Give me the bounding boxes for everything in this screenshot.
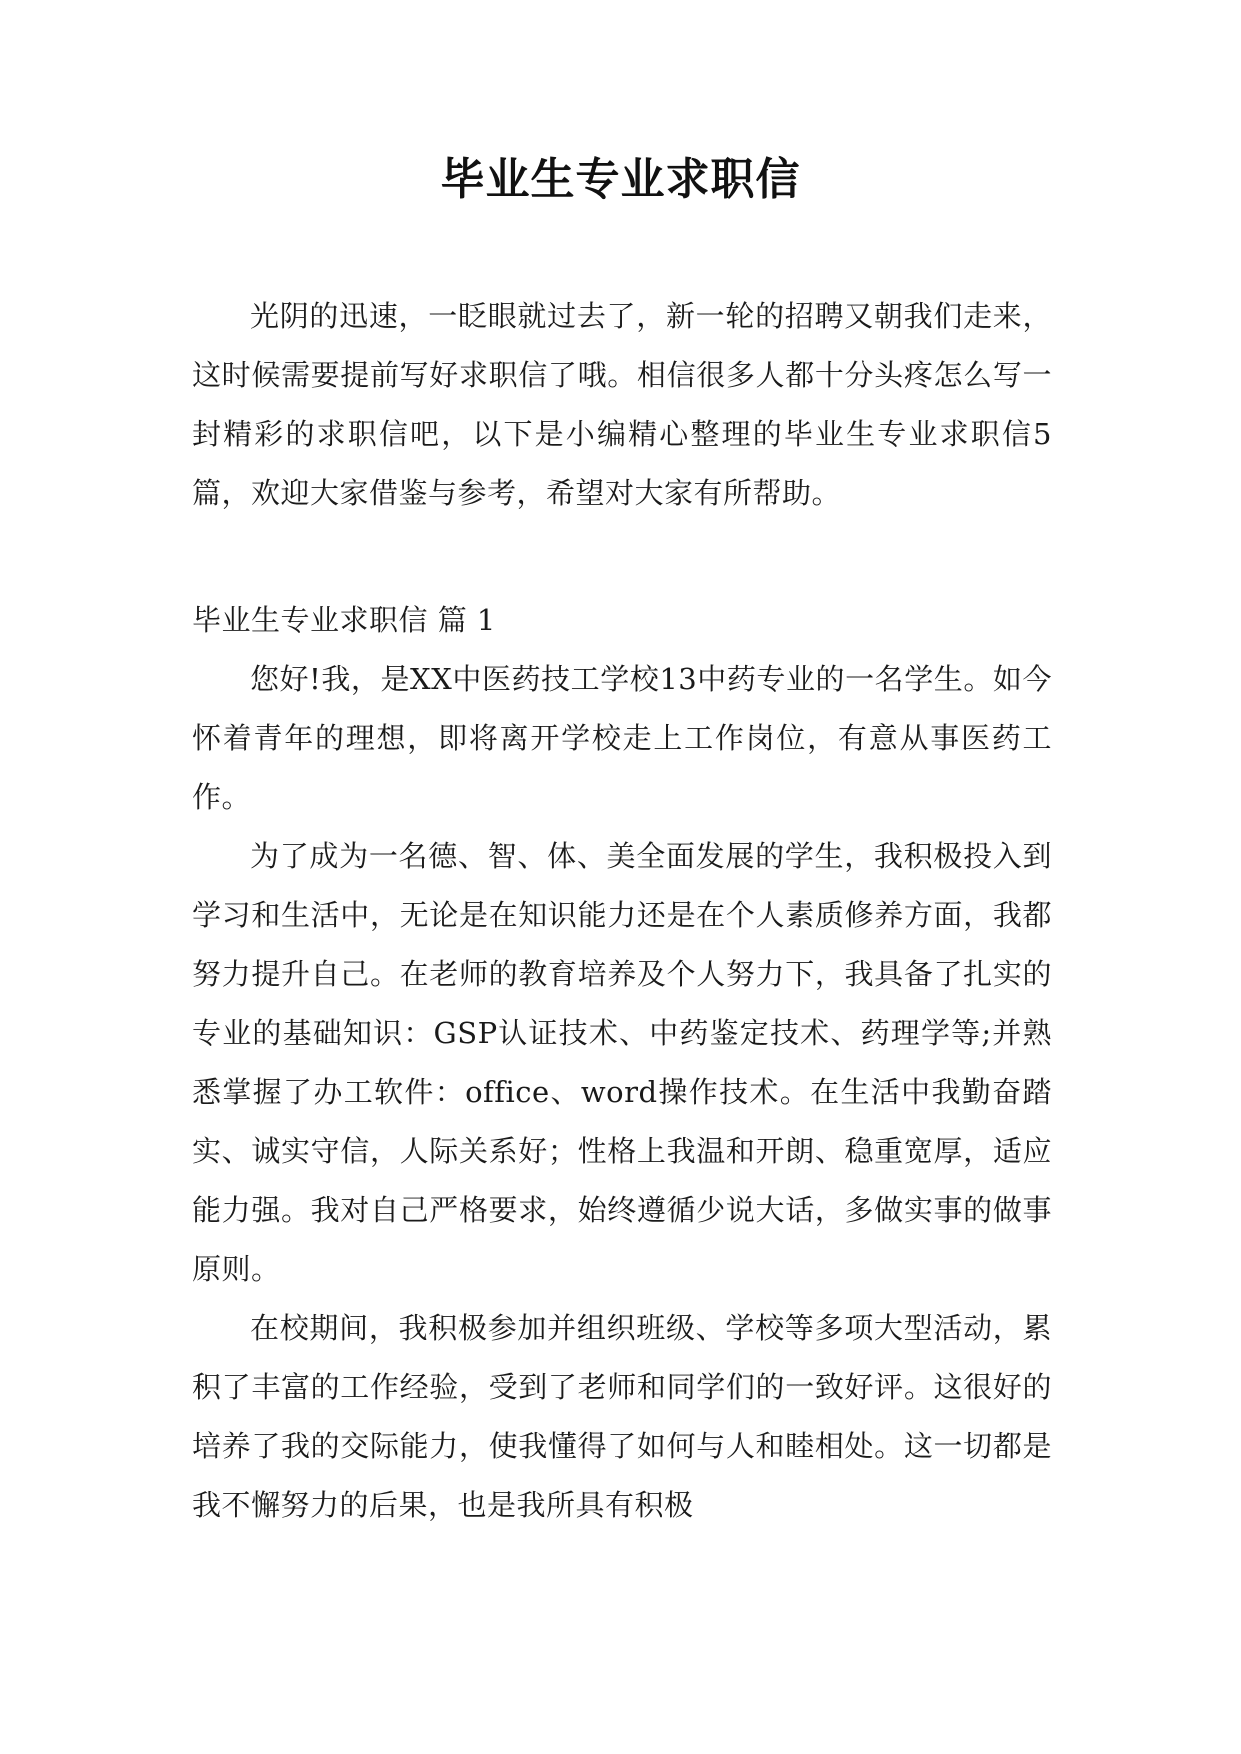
intro-paragraph: 光阴的迅速，一眨眼就过去了，新一轮的招聘又朝我们走来，这时候需要提前写好求职信了哦。相信很多人都十分头疼怎么写一封精彩的求职信吧，以下是小编精心整理的毕业生专业求职信5篇，欢迎大家借鉴与参考，希望对大家有所帮助。 <box>192 299 1052 510</box>
body-paragraph-3: 在校期间，我积极参加并组织班级、学校等多项大型活动，累积了丰富的工作经验，受到了老师和同学们的一致好评。这很好的培养了我的交际能力，使我懂得了如何与人和睦相处。这一切都是我不懈努力的后果，也是我所具有积极 <box>192 1311 1052 1522</box>
body-paragraph-1: 您好!我，是XX中医药技工学校13中药专业的一名学生。如今怀着青年的理想，即将离开学校走上工作岗位，有意从事医药工作。 <box>192 662 1052 814</box>
letter-section-1 <box>192 591 1052 1535</box>
body-paragraph-2: 为了成为一名德、智、体、美全面发展的学生，我积极投入到学习和生活中，无论是在知识能力还是在个人素质修养方面，我都努力提升自己。在老师的教育培养及个人努力下，我具备了扎实的专业的基础知识：GSP认证技术、中药鉴定技术、药理学等;并熟悉掌握了办工软件：office、word操作技术。在生活中我勤奋踏实、诚实守信，人际关系好；性格上我温和开朗、稳重宽厚，适应能力强。我对自己严格要求，始终遵循少说大话，多做实事的做事原则。 <box>192 839 1052 1286</box>
document-body <box>192 287 1052 1535</box>
section-heading: 毕业生专业求职信 篇 1 <box>192 603 496 637</box>
document-title: 毕业生专业求职信 <box>440 154 801 205</box>
